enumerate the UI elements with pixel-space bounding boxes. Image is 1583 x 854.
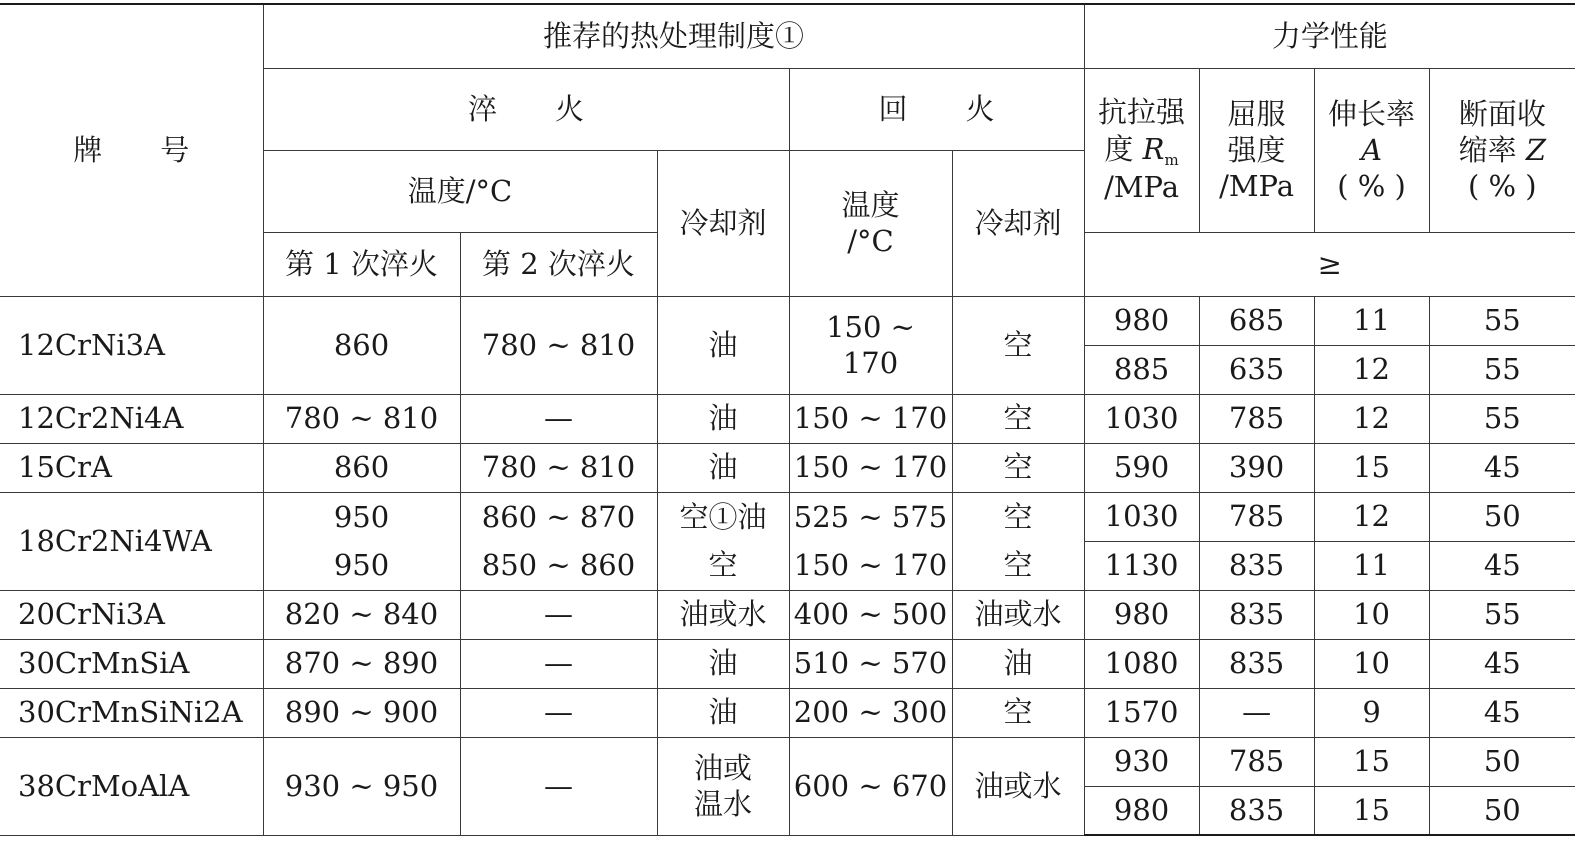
temper-temp-cell: 510 ~ 570: [789, 639, 952, 688]
reduction-cell: 50: [1429, 492, 1575, 541]
table-row: [0, 296, 1575, 345]
reduction-cell: 45: [1429, 541, 1575, 590]
elongation-cell: 11: [1314, 541, 1429, 590]
temper-temp-line2: /°C: [847, 224, 894, 258]
first-quench-cell: 890 ~ 900: [263, 688, 460, 737]
reduction-cell: 50: [1429, 737, 1575, 786]
yield-cell: 785: [1199, 394, 1314, 443]
temper-coolant-cell: 空: [952, 296, 1084, 394]
temper-coolant-cell: 油或水: [952, 590, 1084, 639]
yield-line1: 屈服: [1227, 96, 1286, 131]
quench-coolant-cell: 油: [657, 443, 789, 492]
temper-coolant-cell: 空: [952, 688, 1084, 737]
temper-temp-cell: 525 ~ 575: [789, 492, 952, 541]
temper-temp-cell: 400 ~ 500: [789, 590, 952, 639]
yield-cell: 835: [1199, 639, 1314, 688]
yield-cell: 835: [1199, 541, 1314, 590]
temper-coolant-cell: 空: [952, 541, 1084, 590]
header-heat-treatment: 推荐的热处理制度①: [263, 4, 1084, 68]
temper-coolant-cell: 油或水: [952, 737, 1084, 835]
tensile-line2: [1085, 131, 1199, 170]
reduction-cell: 45: [1429, 639, 1575, 688]
temper-temp-cell: 150 ~ 170: [789, 541, 952, 590]
tensile-cell: 885: [1084, 345, 1199, 394]
temper-temp-cell: 200 ~ 300: [789, 688, 952, 737]
elongation-cell: 15: [1314, 737, 1429, 786]
first-quench-cell: 950: [263, 492, 460, 541]
elong-symbol: A: [1361, 132, 1383, 167]
tensile-cell: 1080: [1084, 639, 1199, 688]
quench-coolant-cell: 油: [657, 394, 789, 443]
header-second-quench: 第 2 次淬火: [460, 232, 657, 296]
elong-line3: ( % ): [1337, 169, 1406, 204]
temper-coolant-cell: 油: [952, 639, 1084, 688]
temper-temp-cell: 150 ~ 170: [789, 443, 952, 492]
grade-cell: 18Cr2Ni4WA: [0, 492, 263, 590]
header-tensile-strength: [1084, 68, 1199, 232]
second-quench-cell: 850 ~ 860: [460, 541, 657, 590]
grade-cell: 30CrMnSiNi2A: [0, 688, 263, 737]
header-temper-temperature: [789, 150, 952, 296]
grade-cell: 12Cr2Ni4A: [0, 394, 263, 443]
tensile-cell: 980: [1084, 296, 1199, 345]
elongation-cell: 15: [1314, 786, 1429, 835]
first-quench-cell: 950: [263, 541, 460, 590]
reduction-cell: 55: [1429, 296, 1575, 345]
table-row: [0, 639, 1575, 688]
header-first-quench: 第 1 次淬火: [263, 232, 460, 296]
elongation-cell: 12: [1314, 345, 1429, 394]
temper-coolant-cell: 空: [952, 443, 1084, 492]
second-quench-cell: —: [460, 590, 657, 639]
first-quench-cell: 860: [263, 296, 460, 394]
second-quench-cell: —: [460, 639, 657, 688]
temper-coolant-cell: 空: [952, 394, 1084, 443]
yield-cell: 785: [1199, 737, 1314, 786]
first-quench-cell: 870 ~ 890: [263, 639, 460, 688]
reduction-prefix: 缩率: [1458, 132, 1526, 167]
table-row: [0, 688, 1575, 737]
second-quench-cell: —: [460, 688, 657, 737]
grade-cell: 15CrA: [0, 443, 263, 492]
yield-cell: 835: [1199, 786, 1314, 835]
grade-cell: 30CrMnSiA: [0, 639, 263, 688]
table-row: [0, 394, 1575, 443]
tensile-cell: 980: [1084, 786, 1199, 835]
yield-cell: 635: [1199, 345, 1314, 394]
tensile-prefix: 度: [1104, 131, 1143, 166]
reduction-cell: 50: [1429, 786, 1575, 835]
quench-coolant-cell: 油: [657, 639, 789, 688]
temper-temp-line1: 150 ~: [826, 309, 915, 344]
elongation-cell: 11: [1314, 296, 1429, 345]
header-yield-strength: [1199, 68, 1314, 232]
elongation-cell: 12: [1314, 492, 1429, 541]
yield-cell: 835: [1199, 590, 1314, 639]
tensile-subscript: m: [1164, 150, 1179, 169]
header-min-symbol: ≥: [1084, 232, 1575, 296]
header-quench: 淬 火: [263, 68, 789, 150]
header-temper: 回 火: [789, 68, 1084, 150]
elongation-cell: 15: [1314, 443, 1429, 492]
reduction-line2: [1430, 132, 1576, 168]
first-quench-cell: 780 ~ 810: [263, 394, 460, 443]
yield-line2: 强度: [1227, 132, 1286, 167]
temper-coolant-cell: 空: [952, 492, 1084, 541]
table-row: [0, 492, 1575, 541]
quench-coolant-cell: 空①油: [657, 492, 789, 541]
quench-coolant-line2: 温水: [693, 787, 752, 821]
reduction-line1: 断面收: [1458, 96, 1546, 131]
header-row-1: [0, 4, 1575, 68]
second-quench-cell: —: [460, 394, 657, 443]
tensile-cell: 1570: [1084, 688, 1199, 737]
tensile-cell: 980: [1084, 590, 1199, 639]
quench-coolant-cell: 空: [657, 541, 789, 590]
header-temper-coolant: 冷却剂: [952, 150, 1084, 296]
reduction-cell: 55: [1429, 590, 1575, 639]
second-quench-cell: —: [460, 737, 657, 835]
yield-line3: /MPa: [1219, 169, 1295, 204]
heat-treatment-properties-table: [0, 3, 1575, 836]
tensile-cell: 590: [1084, 443, 1199, 492]
quench-coolant-line1: 油或: [693, 750, 752, 785]
yield-cell: 390: [1199, 443, 1314, 492]
second-quench-cell: 780 ~ 810: [460, 296, 657, 394]
header-quench-coolant: 冷却剂: [657, 150, 789, 296]
first-quench-cell: 820 ~ 840: [263, 590, 460, 639]
table-row: [0, 590, 1575, 639]
yield-cell: 785: [1199, 492, 1314, 541]
tensile-cell: 930: [1084, 737, 1199, 786]
tensile-cell: 1130: [1084, 541, 1199, 590]
temper-temp-line2: 170: [842, 346, 899, 380]
tensile-cell: 1030: [1084, 394, 1199, 443]
second-quench-cell: 780 ~ 810: [460, 443, 657, 492]
temper-temp-line1: 温度: [841, 187, 900, 222]
second-quench-cell: 860 ~ 870: [460, 492, 657, 541]
reduction-cell: 55: [1429, 345, 1575, 394]
elongation-cell: 10: [1314, 590, 1429, 639]
reduction-cell: 45: [1429, 688, 1575, 737]
header-elongation: [1314, 68, 1429, 232]
table-row: [0, 737, 1575, 786]
quench-coolant-cell: 油: [657, 296, 789, 394]
quench-coolant-cell: 油: [657, 688, 789, 737]
temper-temp-cell: 150 ~ 170: [789, 394, 952, 443]
reduction-cell: 45: [1429, 443, 1575, 492]
quench-coolant-cell: 油或水: [657, 590, 789, 639]
elong-line1: 伸长率: [1328, 96, 1416, 131]
elongation-cell: 9: [1314, 688, 1429, 737]
grade-cell: 12CrNi3A: [0, 296, 263, 394]
tensile-cell: 1030: [1084, 492, 1199, 541]
tensile-line1: 抗拉强: [1098, 95, 1186, 130]
first-quench-cell: 930 ~ 950: [263, 737, 460, 835]
header-reduction-of-area: [1429, 68, 1575, 232]
tensile-symbol: R: [1142, 131, 1165, 166]
header-grade: 牌 号: [0, 4, 263, 296]
grade-cell: 20CrNi3A: [0, 590, 263, 639]
reduction-line3: ( % ): [1468, 169, 1537, 204]
temper-temp-cell: 600 ~ 670: [789, 737, 952, 835]
first-quench-cell: 860: [263, 443, 460, 492]
table-row: [0, 443, 1575, 492]
yield-cell: 685: [1199, 296, 1314, 345]
grade-cell: 38CrMoAlA: [0, 737, 263, 835]
header-mechanical-properties: 力学性能: [1084, 4, 1575, 68]
quench-coolant-cell: [657, 737, 789, 835]
header-quench-temperature: 温度/°C: [263, 150, 657, 232]
elongation-cell: 10: [1314, 639, 1429, 688]
temper-temp-cell: [789, 296, 952, 394]
elongation-cell: 12: [1314, 394, 1429, 443]
reduction-cell: 55: [1429, 394, 1575, 443]
reduction-symbol: Z: [1525, 132, 1546, 167]
tensile-line3: /MPa: [1104, 170, 1180, 205]
yield-cell: —: [1199, 688, 1314, 737]
